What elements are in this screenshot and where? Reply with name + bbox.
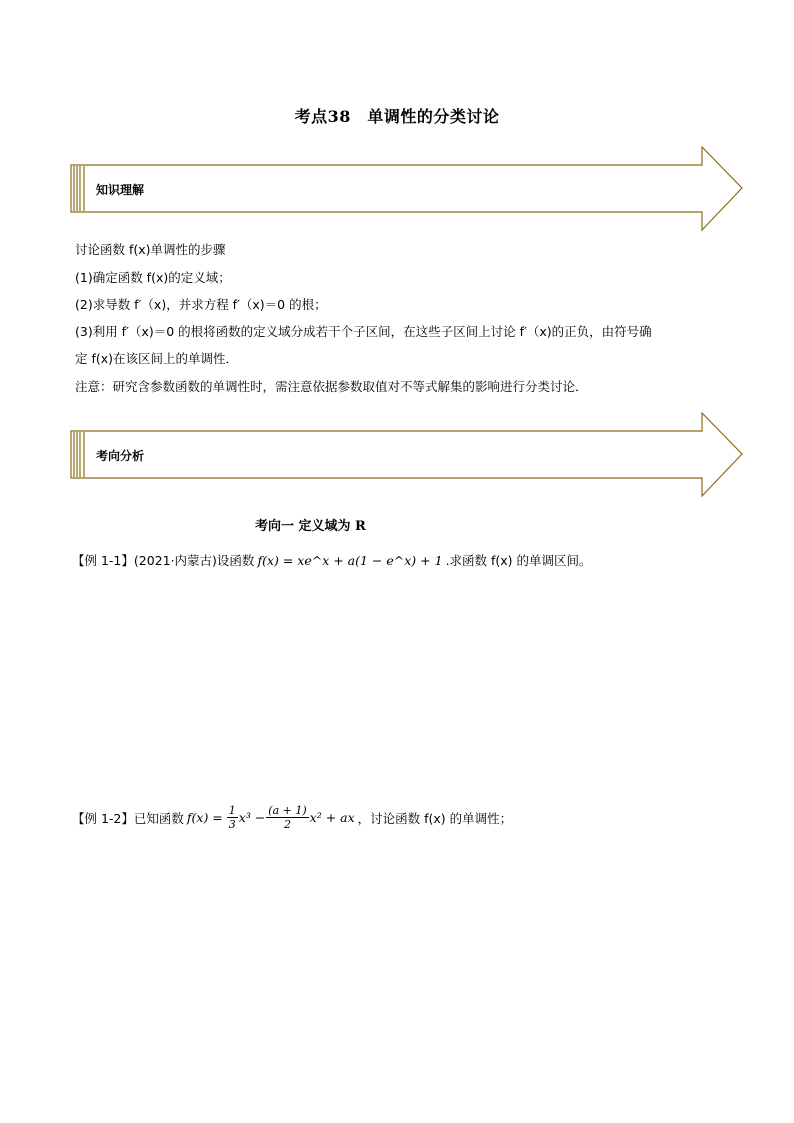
example-1-1-prefix: 【例 1-1】(2021·内蒙古)设函数 <box>72 553 255 568</box>
knowledge-line-1: 讨论函数 f(x)单调性的步骤 <box>75 242 226 257</box>
direction-heading: 考向一 定义域为 R <box>255 519 366 534</box>
example-1-2 <box>72 804 512 831</box>
section-banner-knowledge <box>70 146 744 232</box>
example-1-2-formula-lhs: f(x) = <box>186 810 223 825</box>
arrow-banner-shape <box>70 146 744 232</box>
example-1-1 <box>72 551 592 569</box>
example-1-2-suffix: ，讨论函数 f(x) 的单调性； <box>357 810 513 826</box>
fraction-numerator: (a + 1) <box>268 804 307 817</box>
example-1-1-formula: f(x) = xe^x + a(1 − e^x) + 1 <box>257 552 443 568</box>
fraction-a-plus-one-over-two <box>266 804 308 831</box>
example-1-2-prefix: 【例 1-2】已知函数 <box>72 810 184 826</box>
section-label-knowledge: 知识理解 <box>96 183 145 197</box>
knowledge-line-4: (3)利用 f′（x)＝0 的根将函数的定义域分成若干个子区间，在这些子区间上讨论 f′（x)的正负，由符号确 <box>75 324 652 339</box>
knowledge-line-3: (2)求导数 f′（x)，并求方程 f′（x)＝0 的根； <box>75 297 327 312</box>
arrow-banner-shape <box>70 412 744 498</box>
fraction-denominator: 3 <box>228 818 236 831</box>
page-title: 考点38 单调性的分类讨论 <box>294 107 500 126</box>
section-banner-analysis <box>70 412 744 498</box>
fraction-one-third <box>227 804 238 831</box>
knowledge-line-5: 定 f(x)在该区间上的单调性． <box>75 351 239 366</box>
example-1-2-term2: x² + ax <box>309 810 355 825</box>
example-1-1-suffix: .求函数 f(x) 的单调区间。 <box>445 553 592 568</box>
knowledge-note: 注意：研究含参数函数的单调性时，需注意依据参数取值对不等式解集的影响进行分类讨论． <box>75 379 588 394</box>
example-1-2-term1: x³ − <box>238 810 266 825</box>
fraction-numerator: 1 <box>228 804 236 817</box>
section-label-analysis: 考向分析 <box>96 449 145 463</box>
knowledge-line-2: (1)确定函数 f(x)的定义域； <box>75 270 231 285</box>
fraction-denominator: 2 <box>283 818 291 831</box>
